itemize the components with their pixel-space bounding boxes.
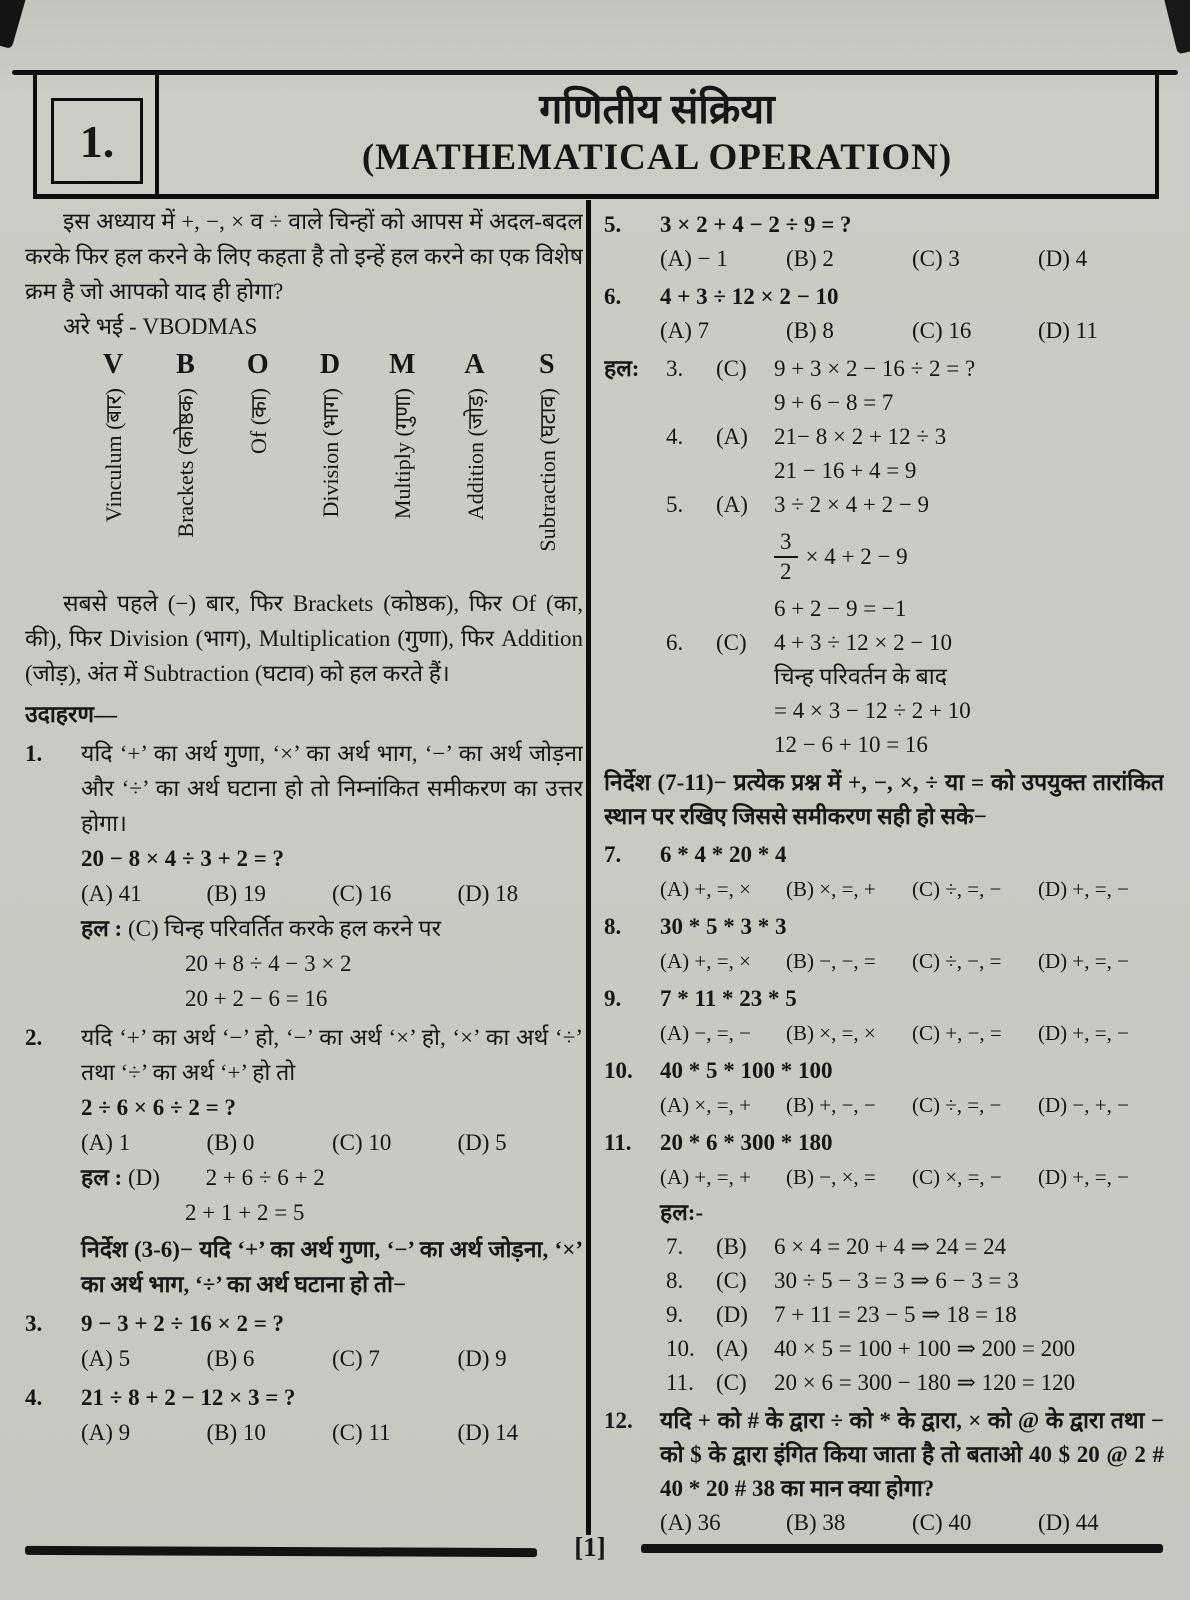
option: (B) −, −, = [786,949,876,973]
solution-answer: (A) [716,492,748,517]
option: (A) 41 [81,881,142,906]
left-column [25,204,583,1538]
option: (D) 5 [457,1130,507,1155]
option: (D) 44 [1038,1510,1099,1535]
vbodmas-letter: M [389,349,416,380]
question-text: यदि + को # के द्वारा ÷ को * के द्वारा, × को @ के द्वारा तथा − को $ के द्वारा इंगित किया जाता है तो बताओ 40 $ 20 @ 2 # 40 * 20 # 38 का मान क्या होगा? [660,1408,1164,1501]
solution-line: 4 + 3 ÷ 12 × 2 − 10 [774,630,953,655]
option: (C) 11 [332,1420,391,1445]
question-9 [604,982,1164,1016]
question-8 [604,910,1164,944]
directions-3-6: निर्देश (3-6)− यदि ‘+’ का अर्थ गुणा, ‘−’ का अर्थ जोड़ना, ‘×’ का अर्थ भाग, ‘÷’ का अर्थ घटाना हो तो− [81,1237,583,1297]
option: (A) −, =, − [660,1021,751,1045]
options-row-q3 [81,1341,583,1376]
option: (B) 0 [206,1130,255,1155]
solution-text: (C) चिन्ह परिवर्तित करके हल करने पर [127,916,442,941]
options-row-q4 [81,1415,583,1450]
option: (D) −, +, − [1038,1093,1129,1117]
vbodmas-letter: B [176,349,195,380]
fraction-numerator: 3 [774,528,798,558]
question-7 [604,838,1164,872]
question-number: 1. [25,741,43,766]
question-10 [604,1054,1164,1088]
page-title-english: (MATHEMATICAL OPERATION) [361,137,953,178]
solution-q1 [81,911,583,946]
option: (A) 9 [81,1420,131,1445]
intro-paragraph: इस अध्याय में +, −, × व ÷ वाले चिन्हों को आपस में अदल-बदल करके फिर हल करने के लिए कहता है तो इन्हें हल करने का एक विशेष क्रम है जो आपको याद ही होगा? [25,209,583,304]
vbodmas-label: Subtraction (घटाव) [534,388,560,552]
solutions-2-label: हल:- [660,1200,704,1225]
vbodmas-column [366,346,438,580]
solution-number: 6. [666,630,684,655]
solution-answer: (B) [716,1234,747,1259]
solution-line: चिन्ह परिवर्तन के बाद [774,664,947,689]
footer-rule-right [641,1544,1163,1553]
question-1 [25,736,583,876]
question-text: यदि ‘+’ का अर्थ ‘−’ हो, ‘−’ का अर्थ ‘×’ हो, ‘×’ का अर्थ ‘÷’ तथा ‘÷’ का अर्थ ‘+’ हो तो [81,1025,583,1085]
vbodmas-column [77,346,149,580]
chapter-number-cell [37,72,159,194]
solution-line: 9 + 6 − 8 = 7 [774,390,894,415]
vbodmas-column [511,346,583,580]
option: (D) 9 [457,1346,507,1371]
solution-line: 21− 8 × 2 + 12 ÷ 3 [774,424,947,449]
question-number: 3. [25,1311,43,1336]
vbodmas-letter: D [319,349,341,380]
solution-line: × 4 + 2 − 9 [805,544,908,569]
option: (B) 6 [206,1346,255,1371]
solution-answer: (D) [716,1302,748,1327]
vbodmas-label: Brackets (कोष्ठक) [173,388,199,538]
solution-answer: (A) [716,1336,748,1361]
chapter-number-box [51,98,143,184]
solution-10 [604,1332,1164,1366]
question-2 [25,1020,583,1125]
vbodmas-intro-line: अरे भई - VBODMAS [63,314,258,339]
solution-line: 2 + 1 + 2 = 5 [185,1200,305,1225]
solution-label: हल : [81,916,123,941]
scan-corner-mark-left [0,0,27,49]
option: (A) +, =, × [660,949,751,973]
solution-fraction-line [774,522,1164,592]
vbodmas-label: Division (भाग) [317,388,343,518]
solution-8 [604,1264,1164,1298]
option: (C) 3 [912,246,960,271]
right-column [604,204,1164,1538]
vbodmas-label: Multiply (गुणा) [390,388,416,520]
order-paragraph: सबसे पहले (−) बार, फिर Brackets (कोष्ठक), फिर Of (का, की), फिर Division (भाग), Multiplication (गुणा), फिर Addition (जोड़), अंत में Subtraction (घटाव) को हल करते हैं। [25,591,583,686]
solution-line: 3 ÷ 2 × 4 + 2 − 9 [774,492,930,517]
solution-number: 11. [666,1370,694,1395]
question-number: 2. [25,1025,43,1050]
options-row-q5 [660,242,1164,276]
solution-answer: (C) [716,1370,747,1395]
chapter-number: 1. [79,115,115,167]
solution-line: 6 + 2 − 9 = −1 [774,596,907,621]
vbodmas-label: Of (का) [245,388,271,454]
solution-3 [604,352,1164,386]
solution-line: 7 + 11 = 23 − 5 ⇒ 18 = 18 [774,1302,1017,1327]
solution-number: 9. [666,1302,684,1327]
option: (C) 16 [332,881,392,906]
option: (B) ×, =, × [786,1021,876,1045]
solution-line: 12 − 6 + 10 = 16 [774,732,928,757]
question-equation: 30 * 5 * 3 * 3 [660,914,787,939]
option: (C) 40 [912,1510,972,1535]
options-row-q11 [660,1160,1164,1194]
question-number: 10. [604,1058,633,1083]
solution-7 [604,1230,1164,1264]
footer-rule-left [25,1546,537,1557]
solution-label: हल : [81,1165,123,1190]
options-row-q6 [660,314,1164,348]
option: (D) +, =, − [1038,877,1129,901]
question-equation: 4 + 3 ÷ 12 × 2 − 10 [660,284,839,309]
solution-text: (D) [127,1165,160,1190]
option: (D) +, =, − [1038,949,1129,973]
solution-answer: (C) [716,1268,747,1293]
page-number: [1] [574,1532,606,1562]
question-equation: 6 * 4 * 20 * 4 [660,842,787,867]
vbodmas-letter: V [103,349,124,380]
options-row-q12 [660,1506,1164,1538]
option: (B) 2 [786,246,834,271]
solution-number: 10. [666,1336,695,1361]
option: (C) ÷, −, = [912,949,1002,973]
solution-9 [604,1298,1164,1332]
solution-5 [604,488,1164,522]
page-title-hindi: गणितीय संक्रिया [539,86,775,132]
option: (B) ×, =, + [786,877,876,901]
solution-answer: (C) [716,356,747,381]
question-equation: 21 ÷ 8 + 2 − 12 × 3 = ? [81,1385,296,1410]
option: (D) +, =, − [1038,1165,1129,1189]
vbodmas-label: Vinculum (बार) [101,388,127,523]
option: (A) +, =, + [660,1165,751,1189]
solution-line: 20 + 2 − 6 = 16 [185,986,328,1011]
option: (B) +, −, − [786,1093,876,1117]
vbodmas-table [25,346,583,580]
solution-11 [604,1366,1164,1400]
option: (D) 18 [457,881,519,906]
option: (C) ÷, =, − [912,877,1002,901]
option: (C) 7 [332,1346,380,1371]
options-row-q1 [81,876,583,911]
solutions-label: हल: [604,356,640,381]
question-6 [604,280,1164,314]
vbodmas-column [222,346,294,580]
fraction-denominator: 2 [780,559,792,584]
question-equation: 9 − 3 + 2 ÷ 16 × 2 = ? [81,1311,285,1336]
option: (B) 10 [206,1420,266,1445]
option: (D) +, =, − [1038,1021,1129,1045]
question-5 [604,208,1164,242]
option: (C) +, −, = [912,1021,1002,1045]
vbodmas-column [438,346,510,580]
option: (A) ×, =, + [660,1093,751,1117]
vbodmas-letter: A [464,349,485,380]
directions-7-11: निर्देश (7-11)− प्रत्येक प्रश्न में +, −, ×, ÷ या = को उपयुक्त तारांकित स्थान पर रखिए जिससे समीकरण सही हो सके− [604,770,1164,829]
solution-6 [604,626,1164,660]
option: (B) 38 [786,1510,846,1535]
options-row-q8 [660,944,1164,978]
question-equation: 20 * 6 * 300 * 180 [660,1130,833,1155]
options-row-q9 [660,1016,1164,1050]
solution-number: 3. [666,356,684,381]
option: (C) ×, =, − [912,1165,1002,1189]
option: (B) −, ×, = [786,1165,876,1189]
question-text: यदि ‘+’ का अर्थ गुणा, ‘×’ का अर्थ भाग, ‘−’ का अर्थ जोड़ना और ‘÷’ का अर्थ घटाना हो तो निम्नांकित समीकरण का उत्तर होगा। [81,741,583,836]
options-row-q10 [660,1088,1164,1122]
question-11 [604,1126,1164,1160]
option: (B) 19 [206,881,266,906]
question-number: 7. [604,842,622,867]
column-divider [586,200,591,1535]
option: (D) 11 [1038,318,1098,343]
question-number: 9. [604,986,622,1011]
solution-number: 7. [666,1234,684,1259]
solution-number: 5. [666,492,684,517]
question-number: 5. [604,212,622,237]
solution-line: 9 + 3 × 2 − 16 ÷ 2 = ? [774,356,976,381]
option: (C) 10 [332,1130,392,1155]
options-row-q7 [660,872,1164,906]
question-equation: 20 − 8 × 4 ÷ 3 + 2 = ? [81,846,285,871]
option: (A) 7 [660,318,710,343]
question-number: 12. [604,1408,633,1433]
solution-line: 21 − 16 + 4 = 9 [774,458,917,483]
question-equation: 3 × 2 + 4 − 2 ÷ 9 = ? [660,212,852,237]
title-block [159,72,1155,194]
chapter-header [33,72,1159,199]
vbodmas-letter: S [539,349,555,380]
option: (C) ÷, =, − [912,1093,1002,1117]
option: (A) +, =, × [660,877,751,901]
option: (C) 16 [912,318,972,343]
option: (A) 36 [660,1510,721,1535]
vbodmas-column [294,346,366,580]
question-number: 8. [604,914,622,939]
option: (A) − 1 [660,246,728,271]
question-12 [604,1404,1164,1506]
vbodmas-letter: O [246,349,269,380]
question-3 [25,1306,583,1341]
options-row-q2 [81,1125,583,1160]
question-number: 6. [604,284,622,309]
solution-4 [604,420,1164,454]
solution-line: = 4 × 3 − 12 ÷ 2 + 10 [774,698,971,723]
solution-q2 [81,1160,583,1195]
examples-heading: उदाहरण— [25,702,118,727]
question-number: 11. [604,1130,632,1155]
solution-line: 2 + 6 ÷ 6 + 2 [205,1165,325,1190]
solution-line: 20 × 6 = 300 − 180 ⇒ 120 = 120 [774,1370,1076,1395]
option: (A) 5 [81,1346,131,1371]
solution-line: 6 × 4 = 20 + 4 ⇒ 24 = 24 [774,1234,1007,1259]
solution-line: 30 ÷ 5 − 3 = 3 ⇒ 6 − 3 = 3 [774,1268,1019,1293]
vbodmas-column [149,346,221,580]
scan-corner-mark-right [1163,0,1190,54]
option: (D) 4 [1038,246,1088,271]
question-equation: 2 ÷ 6 × 6 ÷ 2 = ? [81,1095,236,1120]
solution-answer: (A) [716,424,748,449]
solution-answer: (C) [716,630,747,655]
fraction [774,528,798,586]
solution-line: 20 + 8 ÷ 4 − 3 × 2 [185,951,352,976]
question-equation: 7 * 11 * 23 * 5 [660,986,797,1011]
option: (A) 1 [81,1130,131,1155]
question-4 [25,1380,583,1415]
option: (B) 8 [786,318,834,343]
question-number: 4. [25,1385,43,1410]
solution-number: 8. [666,1268,684,1293]
solution-line: 40 × 5 = 100 + 100 ⇒ 200 = 200 [774,1336,1076,1361]
question-equation: 40 * 5 * 100 * 100 [660,1058,833,1083]
solution-number: 4. [666,424,684,449]
vbodmas-label: Addition (जोड़) [462,388,488,521]
option: (D) 14 [457,1420,519,1445]
